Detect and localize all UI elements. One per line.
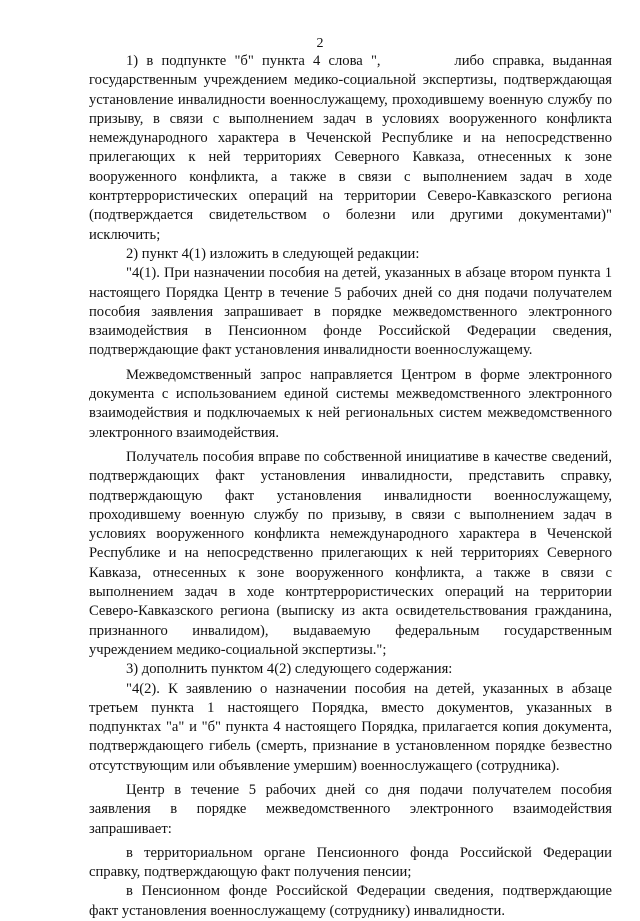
paragraph-amendment-3: 3) дополнить пунктом 4(2) следующего содержания: [126,661,453,678]
paragraph-center-requests: Центр в течение 5 рабочих дней со дня подачи получателем пособия заявления в порядке межведомственного электронного взаимодействия запрашивает: [89,781,612,837]
document-body [89,52,612,921]
paragraph-amendment-1: 1) в подпункте "б" пункта 4 слова ", либо справка, выданная государственным учреждением медико-социальной экспертизы, подтверждающая установление инвалидности военнослужащему, проходившему военную службу по призыву, в связи с выполнением задач в условиях вооруженного конфликта немеждународного характера в Чеченской Республике и на непосредственно прилегающих к ней территориях Северного Кавказа, отнесенных к зоне вооруженного конфликта, а также в связи с выполнением задач в ходе контртеррористических операций на территории Северо-Кавказского региона (подтверждается свидетельством о болезни или другими документами)" исключить; [89,53,612,243]
paragraph-clause-4-2: "4(2). К заявлению о назначении пособия на детей, указанных в абзаце третьем пункта 1 настоящего Порядка, вместо документов, указанных в подпунктах "а" и "б" пункта 4 настоящего Порядка, прилагается копия документа, подтверждающего гибель (смерть, признание в установленном порядке безвестно отсутствующим или объявление умершим) военнослужащего (сотрудника). [89,680,612,774]
paragraph-recipient-initiative: Получатель пособия вправе по собственной инициативе в качестве сведений, подтверждающих факт установления инвалидности, представить справку, подтверждающую факт установления инвалидности военнослужащему, проходившему военную службу по призыву, в связи с выполнением задач в условиях вооруженного конфликта немеждународного характера в Чеченской Республике и на непосредственно прилегающих к ней территориях Северного Кавказа, отнесенных к зоне вооруженного конфликта, а также в связи с выполнением задач в ходе контртеррористических операций на территории Северо-Кавказского региона (выписку из акта освидетельствования гражданина, признанного инвалидом), выдаваемую федеральным государственным учреждением медико-социальной экспертизы."; [89,448,612,658]
paragraph-interagency-request: Межведомственный запрос направляется Центром в форме электронного документа с использованием единой системы межведомственного электронного взаимодействия и подключаемых к ней региональных систем межведомственного электронного взаимодействия. [89,366,612,441]
paragraph-pension-certificate: в территориальном органе Пенсионного фонда Российской Федерации справку, подтверждающую факт получения пенсии; [89,844,612,881]
page-number: 2 [316,36,324,51]
paragraph-clause-4-1: "4(1). При назначении пособия на детей, указанных в абзаце втором пункта 1 настоящего Порядка Центр в течение 5 рабочих дней со дня подачи получателем пособия заявления запрашивает в порядке межведомственного электронного взаимодействия в Пенсионном фонде Российской Федерации сведения, подтверждающие факт установления инвалидности военнослужащему. [89,265,612,359]
paragraph-disability-info: в Пенсионном фонде Российской Федерации сведения, подтверждающие факт установления военнослужащему (сотруднику) инвалидности. [89,883,612,919]
paragraph-amendment-2: 2) пункт 4(1) изложить в следующей редакции: [126,245,420,262]
